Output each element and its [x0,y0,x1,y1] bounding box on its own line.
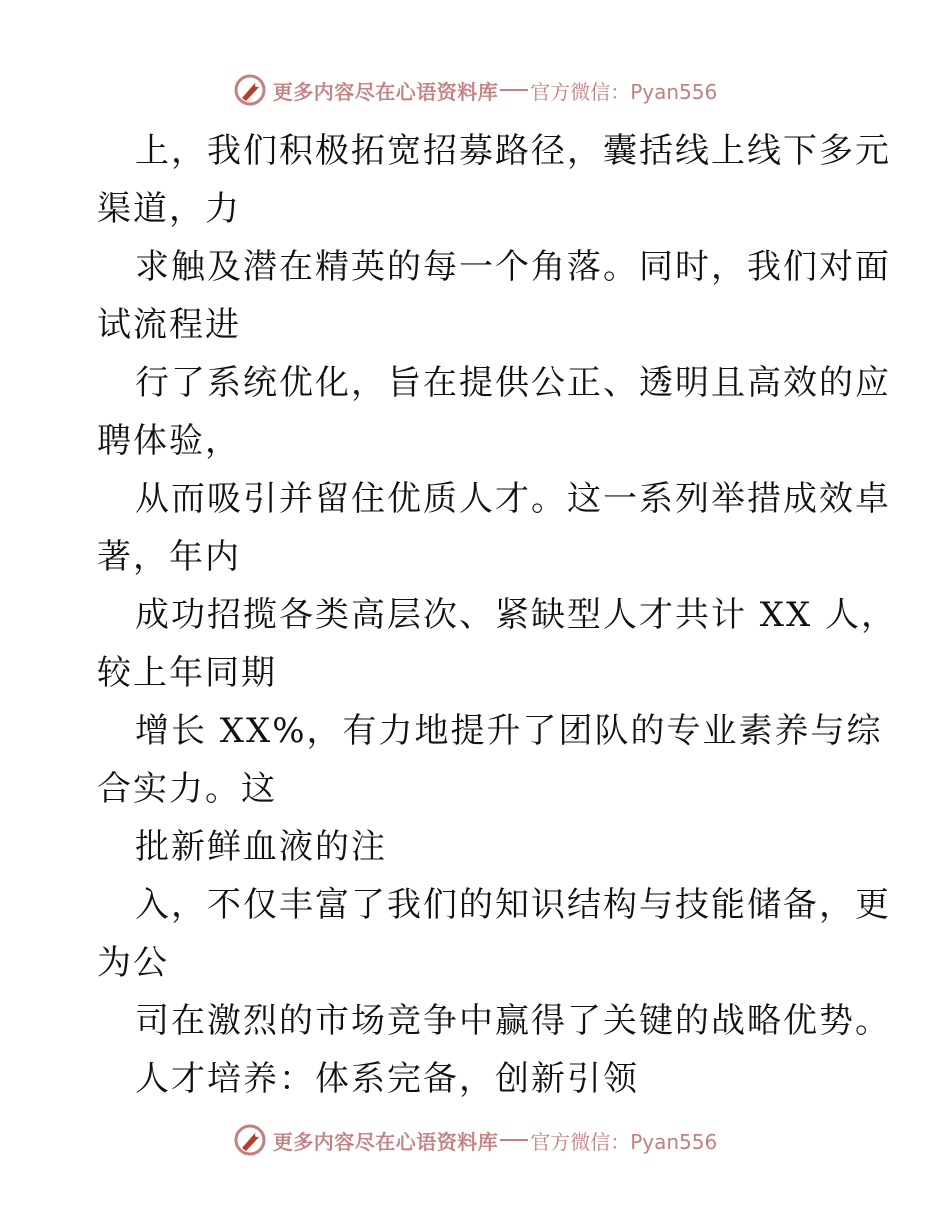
pen-logo-icon [233,73,267,107]
banner-wechat-id: 官方微信：Pyan556 [530,1129,718,1154]
banner-slogan: 更多内容尽在心语资料库 [272,79,499,104]
text-line: 聘体验， [97,421,241,461]
footer-watermark-banner [0,1120,950,1160]
pen-logo-icon [233,1123,267,1157]
text-line: 行了系统优化，旨在提供公正、透明且高效的应 [135,363,891,403]
text-line: 入，不仅丰富了我们的知识结构与技能储备，更 [135,885,891,925]
text-line: 试流程进 [97,305,241,345]
text-line: 增长 XX%，有力地提升了团队的专业素养与综 [135,711,883,751]
text-line: 求触及潜在精英的每一个角落。同时，我们对面 [135,247,891,287]
document-body [97,122,898,1108]
banner-wechat-id: 官方微信：Pyan556 [530,79,718,104]
text-line: 上，我们积极拓宽招募路径，囊括线上线下多元 [135,131,891,171]
text-line: 为公 [97,943,169,983]
text-line: 合实力。这 [97,769,277,809]
section-heading: 人才培养：体系完备，创新引领 [135,1059,639,1099]
text-line: 渠道，力 [97,189,241,229]
text-line: 著，年内 [97,537,241,577]
banner-dash [500,1139,528,1141]
text-line: 司在激烈的市场竞争中赢得了关键的战略优势。 [135,1001,891,1041]
text-line: 批新鲜血液的注 [135,827,387,867]
banner-slogan: 更多内容尽在心语资料库 [272,1129,499,1154]
text-line: 从而吸引并留住优质人才。这一系列举措成效卓 [135,479,891,519]
header-watermark-banner [0,70,950,110]
banner-dash [500,89,528,91]
text-line: 成功招揽各类高层次、紧缺型人才共计 XX 人， [135,595,898,635]
text-line: 较上年同期 [97,653,277,693]
